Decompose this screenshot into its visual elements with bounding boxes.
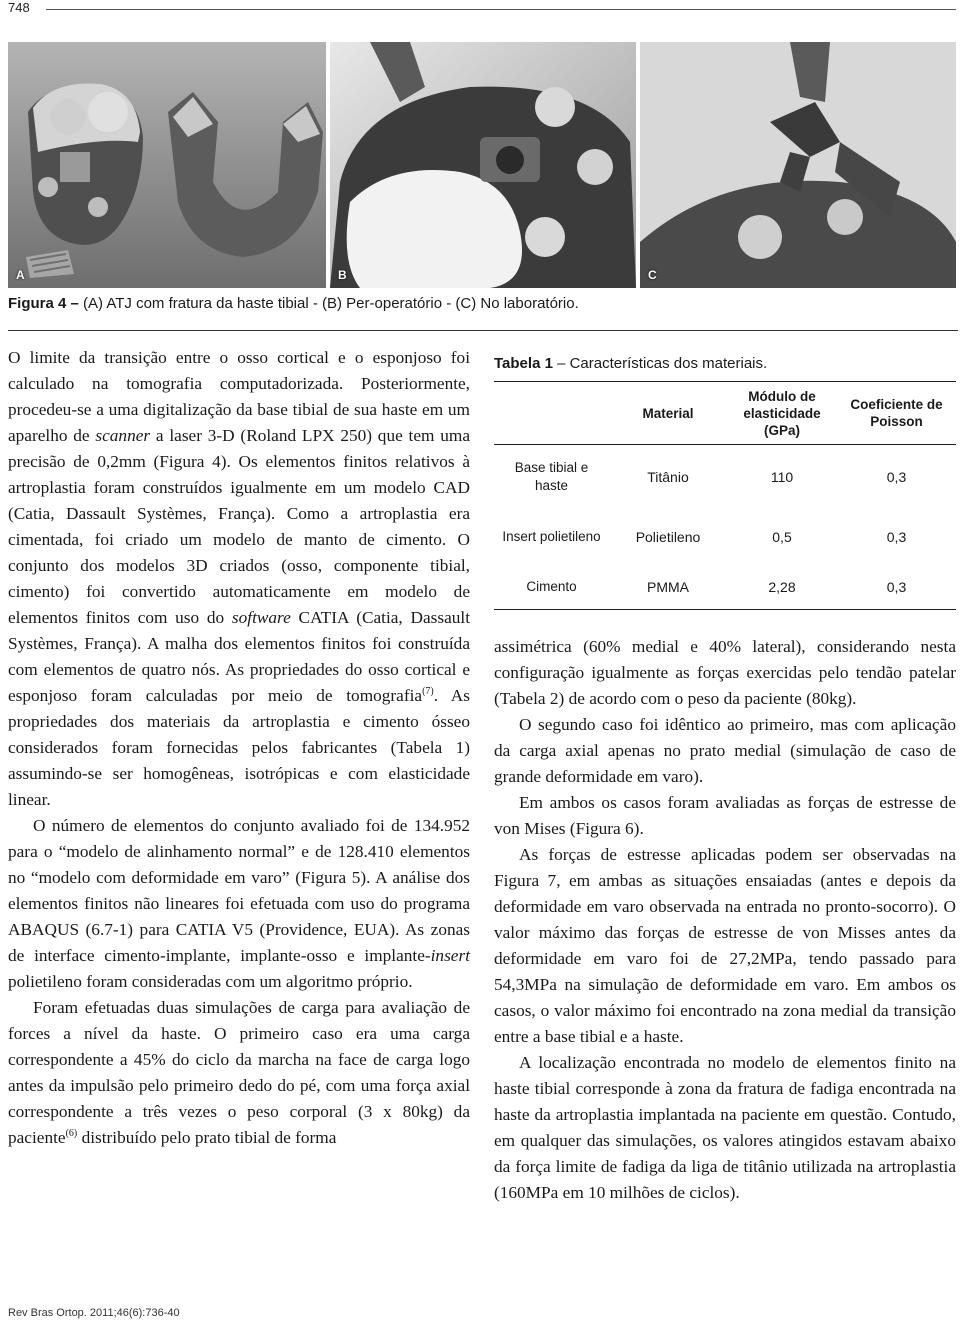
materials-table (494, 381, 956, 610)
text-run: O número de elementos do conjunto avaliado foi de 134.952 para o “modelo de alinhamento normal” e de 128.410 elementos no “modelo com deformidade em varo” (Figura 5). A análise dos elementos finitos não lineares foi efetuada com uso do programa ABAQUS (6.7-1) para CATIA V5 (Providence, EUA). As zonas de interface cimento-implante, implante-osso e implante- (8, 816, 470, 965)
paragraph: O segundo caso foi idêntico ao primeiro, mas com aplicação da carga axial apenas no prato medial (simulação de caso de grande deformidade em varo). (494, 715, 956, 786)
paragraph: Em ambos os casos foram avaliadas as forças de estresse de von Mises (Figura 6). (494, 793, 956, 838)
table-title (494, 355, 956, 372)
table-row (494, 509, 956, 565)
caption-rule (8, 330, 958, 331)
photo-a-illustration (8, 42, 326, 288)
table-header-cell: Módulo de elasticidade (GPa) (743, 388, 821, 438)
table-cell: Insert polietileno (502, 529, 601, 544)
text-run-italic: insert (430, 946, 470, 965)
text-run: . As propriedades dos materiais da artroplastia e cimento ósseo considerados foram fornecidas pelos fabricantes (Tabela 1) assumindo-se ser homogêneas, isotrópicas e com elasticidade linear. (8, 686, 470, 809)
figure-caption (8, 295, 958, 312)
table-header-cell (494, 382, 609, 445)
table-cell: 2,28 (768, 579, 796, 595)
table-title-label: Tabela 1 (494, 355, 553, 372)
body-column-right (494, 634, 956, 1206)
reference-superscript: (6) (65, 1128, 78, 1140)
table-cell: Cimento (526, 579, 577, 594)
figure-4c-photo (640, 42, 956, 288)
paragraph: assimétrica (60% medial e 40% lateral), considerando nesta configuração igualmente as forças exercidas pelo tendão patelar (Tabela 2) de acordo com o peso da paciente (80kg). (494, 637, 956, 708)
text-run: polietileno foram consideradas com um algoritmo próprio. (8, 972, 413, 991)
table-cell: 0,5 (772, 529, 792, 545)
figure-4a-photo (8, 42, 326, 288)
table-header-cell: Coeficiente de Poisson (850, 397, 943, 429)
table-cell: Polietileno (635, 529, 701, 545)
figure-caption-text: (A) ATJ com fratura da haste tibial - (B) Per-operatório - (C) No laboratório. (83, 295, 579, 312)
panel-label-a: A (16, 268, 25, 282)
paragraph: A localização encontrada no modelo de elementos finito na haste tibial corresponde à zona da fratura de fadiga encontrada na haste da artroplastia implantada na paciente em questão. Contudo, em qualquer das simulações, os valores atingidos estavam abaixo da força limite de fadiga da liga de titânio utilizada na artroplastia (160MPa em 10 milhões de ciclos). (494, 1053, 956, 1202)
table-cell: 0,3 (886, 579, 907, 595)
header-rule (46, 9, 956, 10)
page-number: 748 (8, 0, 30, 15)
table-cell: 0,3 (886, 469, 907, 485)
journal-footer: Rev Bras Ortop. 2011;46(6):736-40 (8, 1307, 180, 1319)
reference-superscript: (7) (422, 686, 434, 698)
paragraph (8, 813, 470, 995)
photo-c-illustration (640, 42, 956, 288)
photo-b-illustration (330, 42, 636, 288)
text-run: a laser 3-D (Roland LPX 250) que tem uma precisão de 0,2mm (Figura 4). Os elementos finitos relativos à artroplastia foram construídos igualmente em um modelo CAD (Catia, Dassault Systèmes, França). Como a artroplastia era cimentada, foi criado um modelo de manto de cimento. O conjunto dos modelos 3D criados (osso, componente tibial, cimento) foi convertido automaticamente em modelo de elementos finitos com uso do (8, 426, 470, 627)
table-cell: 0,3 (886, 529, 907, 545)
figure-4b-photo (330, 42, 636, 288)
text-run: CATIA (Catia, Dassault Systèmes, França). A malha dos elementos finitos foi construída com elementos de quatro nós. As propriedades do osso cortical e esponjoso foram calculadas por meio de tomografia (8, 608, 470, 705)
text-run: distribuído pelo prato tibial de forma (77, 1128, 337, 1147)
figure-caption-label: Figura 4 – (8, 295, 84, 312)
table-row (494, 445, 956, 510)
table-cell: 110 (770, 469, 794, 485)
text-run: O limite da transição entre o osso cortical e o esponjoso foi calculado na tomografia computadorizada. Posteriormente, procedeu-se a uma digitalização da base tibial de sua haste em um aparelho de (8, 348, 470, 445)
table-cell: PMMA (647, 579, 689, 595)
body-column-left (8, 345, 470, 1151)
table-cell: Base tibial e haste (514, 460, 589, 493)
text-run: Foram efetuadas duas simulações de carga para avaliação de forces a nível da haste. O primeiro caso era uma carga correspondente a 45% do ciclo da marcha na face de carga logo antes da impulsão pelo primeiro dedo do pé, com uma força axial correspondente a três vezes o peso corporal (3 x 80kg) da paciente (8, 998, 470, 1147)
panel-label-c: C (648, 268, 657, 282)
table-cell: Titânio (647, 469, 689, 485)
table-title-text: – Características dos materiais. (552, 355, 768, 372)
paragraph: As forças de estresse aplicadas podem ser observadas na Figura 7, em ambas as situações ensaiadas (antes e depois da deformidade em varo observada na entrada no pronto-socorro). O valor máximo das forças de estresse de von Misses antes da deformidade em varo foi de 27,2MPa, tendo passado para 54,3MPa na simulação de deformidade em varo. Em ambos os casos, o valor máximo foi encontrado na zona medial da transição entre a base tibial e a haste. (494, 845, 956, 1046)
table-header-row (494, 382, 956, 445)
paragraph (8, 995, 470, 1151)
paragraph (8, 345, 470, 813)
text-run-italic: software (231, 608, 291, 627)
panel-label-b: B (338, 268, 347, 282)
table-header-cell: Material (642, 405, 694, 421)
table-row (494, 565, 956, 610)
text-run-italic: scanner (95, 426, 151, 445)
